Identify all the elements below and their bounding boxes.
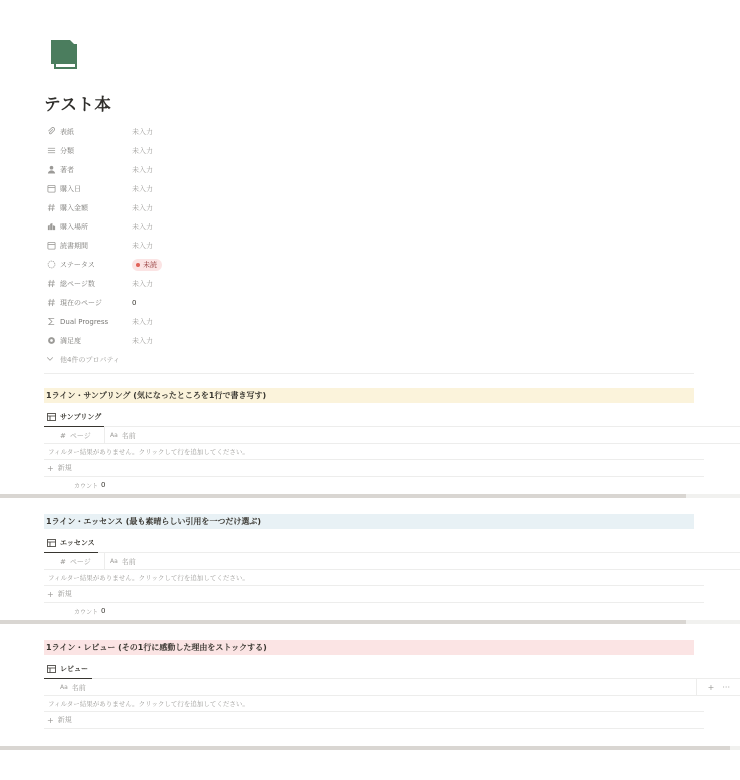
new-row-button[interactable]: + 新規 — [44, 586, 704, 603]
table-header — [44, 553, 740, 570]
list-icon — [46, 146, 56, 156]
calendar-icon — [46, 241, 56, 251]
section-heading[interactable]: 1ライン・エッセンス (最も素晴らしい引用を一つだけ選ぶ) — [44, 514, 694, 529]
property-value[interactable]: 0 — [132, 298, 137, 307]
store-icon — [46, 222, 56, 232]
table-header — [44, 679, 740, 696]
property-row-author[interactable] — [46, 160, 606, 179]
property-value[interactable]: 未入力 — [132, 222, 153, 231]
property-label: 総ページ数 — [60, 279, 95, 288]
property-label: 表紙 — [60, 127, 74, 136]
horizontal-scrollbar[interactable] — [0, 620, 740, 624]
horizontal-scrollbar[interactable] — [0, 494, 740, 498]
person-icon — [46, 165, 56, 175]
count-footer[interactable]: カウント 0 — [74, 607, 106, 616]
property-value[interactable]: 未入力 — [132, 146, 153, 155]
hash-icon — [46, 298, 56, 308]
count-footer[interactable]: カウント 0 — [74, 481, 106, 490]
property-value[interactable]: 未入力 — [132, 241, 153, 250]
hash-icon — [46, 279, 56, 289]
more-properties-label: 他4件のプロパティ — [60, 355, 120, 364]
column-header-page[interactable]: # ページ — [60, 557, 91, 566]
status-icon — [46, 260, 56, 270]
hash-icon — [46, 203, 56, 213]
tab-review[interactable]: レビュー — [44, 659, 92, 679]
property-label: 現在のページ — [60, 298, 102, 307]
property-value[interactable]: 未入力 — [132, 165, 153, 174]
empty-state-message[interactable]: フィルター結果がありません。クリックして行を追加してください。 — [44, 570, 704, 586]
empty-state-message[interactable]: フィルター結果がありません。クリックして行を追加してください。 — [44, 696, 704, 712]
add-column-button[interactable]: + — [707, 683, 715, 692]
table-icon — [47, 539, 56, 547]
plus-icon: + — [47, 463, 54, 473]
property-label: 購入日 — [60, 184, 81, 193]
table-header — [44, 427, 740, 444]
section-sampling — [44, 388, 740, 493]
property-row-reading-period[interactable] — [46, 236, 606, 255]
more-options-button[interactable]: ··· — [722, 683, 730, 692]
property-label: 分類 — [60, 146, 74, 155]
paperclip-icon — [46, 127, 56, 137]
property-value[interactable]: 未入力 — [132, 127, 153, 136]
column-header-page[interactable]: # ページ — [60, 431, 91, 440]
calendar-icon — [46, 184, 56, 194]
property-row-current-page[interactable] — [46, 293, 606, 312]
page-title[interactable]: テスト本 — [44, 95, 112, 114]
property-row-store[interactable] — [46, 217, 606, 236]
column-header-name[interactable]: Aa 名前 — [110, 557, 136, 566]
property-value[interactable]: 未入力 — [132, 203, 153, 212]
status-dot — [136, 263, 140, 267]
property-label: 購入金額 — [60, 203, 88, 212]
empty-state-message[interactable]: フィルター結果がありません。クリックして行を追加してください。 — [44, 444, 704, 460]
horizontal-scrollbar[interactable] — [0, 746, 740, 750]
book-icon[interactable] — [48, 38, 80, 70]
section-review — [44, 640, 740, 729]
status-badge[interactable] — [132, 259, 162, 271]
divider — [44, 373, 694, 374]
column-header-name[interactable]: Aa 名前 — [110, 431, 136, 440]
property-row-cover[interactable] — [46, 122, 606, 141]
sigma-icon — [46, 317, 56, 327]
tab-essence[interactable]: エッセンス — [44, 533, 98, 553]
property-label: ステータス — [60, 260, 95, 269]
column-header-name[interactable]: Aa 名前 — [60, 683, 86, 692]
section-heading[interactable]: 1ライン・サンプリング (気になったところを1行で書き写す) — [44, 388, 694, 403]
section-essence — [44, 514, 740, 619]
new-row-button[interactable]: + 新規 — [44, 460, 704, 477]
chevron-down-icon — [46, 355, 56, 365]
property-label: 著者 — [60, 165, 74, 174]
section-heading[interactable]: 1ライン・レビュー (その1行に感動した理由をストックする) — [44, 640, 694, 655]
plus-icon: + — [47, 715, 54, 725]
view-tabs — [44, 407, 740, 427]
property-value[interactable]: 未入力 — [132, 184, 153, 193]
property-value[interactable]: 未入力 — [132, 336, 153, 345]
property-label: Dual Progress — [60, 317, 109, 326]
plus-icon: + — [47, 589, 54, 599]
new-row-button[interactable]: + 新規 — [44, 712, 704, 729]
table-icon — [47, 413, 56, 421]
property-row-total-pages[interactable] — [46, 274, 606, 293]
table-icon — [47, 665, 56, 673]
gear-icon — [46, 336, 56, 346]
properties-panel — [46, 122, 606, 369]
property-row-dual-progress[interactable] — [46, 312, 606, 331]
tab-sampling[interactable]: サンプリング — [44, 407, 104, 427]
property-row-purchase-date[interactable] — [46, 179, 606, 198]
more-properties-toggle[interactable] — [46, 350, 606, 369]
status-label: 未読 — [143, 260, 157, 269]
property-label: 読書期間 — [60, 241, 88, 250]
property-row-price[interactable] — [46, 198, 606, 217]
property-value[interactable]: 未入力 — [132, 279, 153, 288]
property-value[interactable]: 未入力 — [132, 317, 153, 326]
property-row-status[interactable] — [46, 255, 606, 274]
view-tabs — [44, 533, 740, 553]
property-row-satisfaction[interactable] — [46, 331, 606, 350]
view-tabs — [44, 659, 740, 679]
property-row-category[interactable] — [46, 141, 606, 160]
property-label: 購入場所 — [60, 222, 88, 231]
property-label: 満足度 — [60, 336, 81, 345]
